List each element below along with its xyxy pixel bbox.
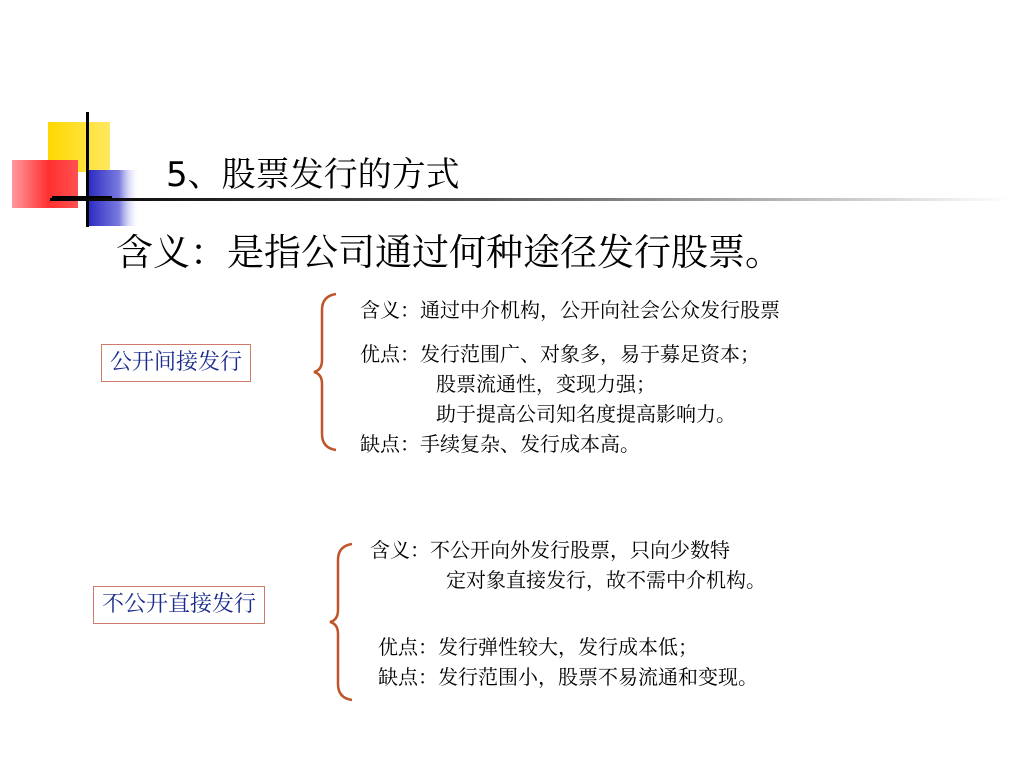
definition-text: 含义：通过中介机构，公开向社会公众发行股票 bbox=[360, 298, 780, 322]
curly-brace-icon bbox=[328, 542, 368, 702]
method-label-private-direct: 不公开直接发行 bbox=[93, 586, 265, 624]
public-indirect-details bbox=[360, 295, 780, 459]
private-direct-details bbox=[378, 632, 758, 692]
definition-text: 定对象直接发行，故不需中介机构。 bbox=[446, 568, 766, 592]
method-label-public-indirect: 公开间接发行 bbox=[101, 344, 251, 382]
slide-title: 5、股票发行的方式 bbox=[166, 155, 460, 195]
advantage-text: 股票流通性，变现力强； bbox=[436, 372, 656, 396]
definition-text: 含义：不公开向外发行股票，只向少数特 bbox=[370, 538, 730, 562]
advantage-text: 优点：发行范围广、对象多，易于募足资本； bbox=[360, 342, 760, 366]
curly-brace-icon bbox=[312, 292, 352, 452]
advantage-text: 优点：发行弹性较大，发行成本低； bbox=[378, 635, 698, 659]
title-underline bbox=[50, 198, 1010, 203]
private-direct-definition bbox=[370, 535, 766, 595]
disadvantage-text: 缺点：手续复杂、发行成本高。 bbox=[360, 432, 640, 456]
disadvantage-text: 缺点：发行范围小，股票不易流通和变现。 bbox=[378, 665, 758, 689]
meaning-statement: 含义：是指公司通过何种途径发行股票。 bbox=[116, 231, 782, 274]
advantage-text: 助于提高公司知名度提高影响力。 bbox=[436, 402, 736, 426]
